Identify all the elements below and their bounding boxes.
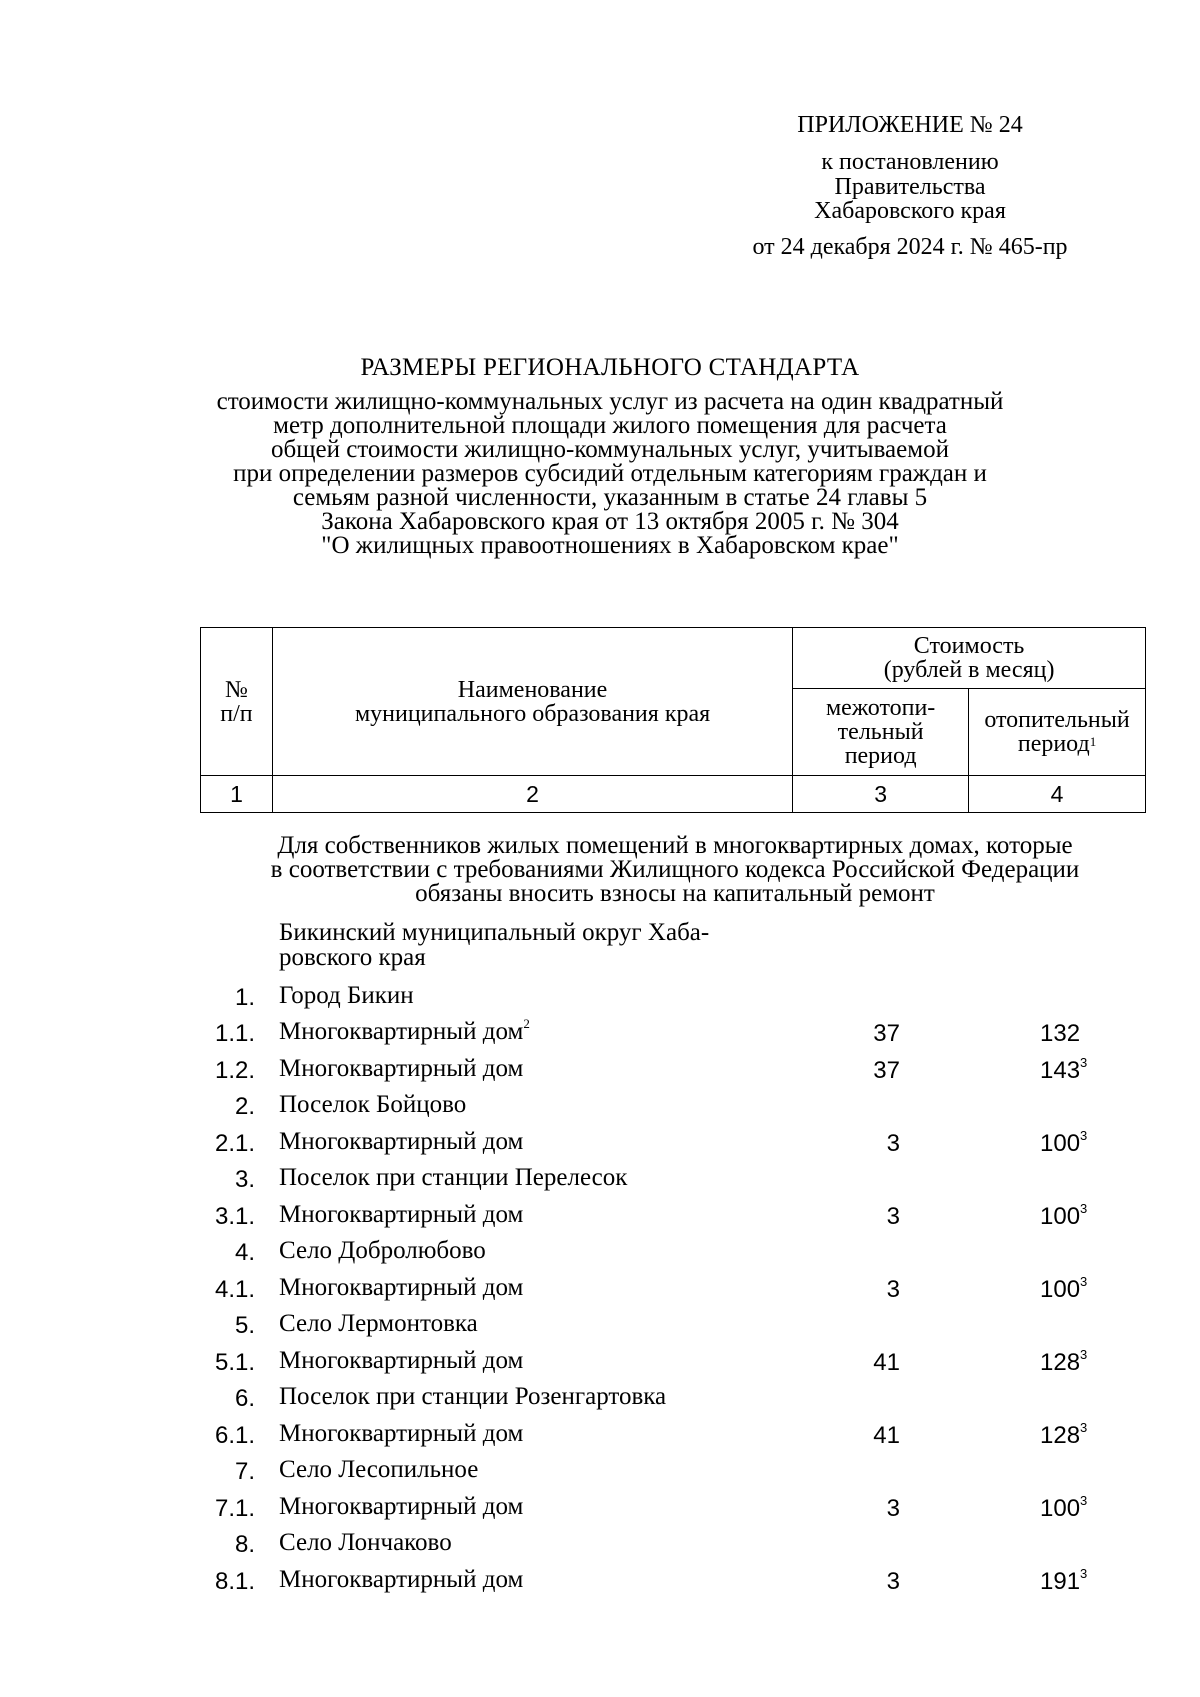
footnote-mark: 3 — [1080, 1420, 1088, 1435]
subtitle-line: стоимости жилищно-коммунальных услуг из расчета на один квадратный — [216, 388, 1004, 415]
row-name: Село Лермонтовка — [279, 1310, 478, 1337]
header-col3-line: тельный — [837, 719, 924, 745]
header-col4-line — [969, 732, 1145, 756]
row-number: 2.1. — [214, 1130, 255, 1157]
row-value-offseason: 37 — [873, 1057, 900, 1084]
header-index-cell: 4 — [969, 776, 1146, 813]
municipality-name — [279, 920, 709, 970]
row-name: Поселок при станции Розенгартовка — [279, 1383, 667, 1410]
row-number: 7.1. — [214, 1495, 255, 1522]
subtitle-line: семьям разной численности, указанным в статье 24 главы 5 — [292, 484, 928, 511]
header-cell-cost — [793, 628, 1146, 689]
row-number: 3. — [234, 1166, 255, 1193]
table-row — [0, 1237, 1200, 1273]
subtitle-line: общей стоимости жилищно-коммунальных услуг, учитываемой — [271, 436, 949, 463]
municipality-name-line: Бикинский муниципальный округ Хаба- — [279, 919, 710, 946]
row-name: Поселок при станции Перелесок — [279, 1164, 628, 1191]
row-number: 1.1. — [214, 1020, 255, 1047]
header-col4-line: отопительный — [984, 707, 1130, 733]
row-number: 1.2. — [214, 1057, 255, 1084]
row-number: 8. — [234, 1531, 255, 1558]
row-value-heating: $143^3$ — [1040, 1055, 1088, 1084]
row-value-heating: $128^3$ — [1040, 1420, 1088, 1449]
row-value-offseason: 3 — [886, 1276, 900, 1303]
row-number: 6.1. — [214, 1422, 255, 1449]
row-value-offseason: 3 — [886, 1568, 900, 1595]
table-row — [0, 1383, 1200, 1419]
row-number: 6. — [234, 1385, 255, 1412]
row-name: Многоквартирный дом$^2$ — [279, 1016, 530, 1045]
table-row — [0, 1566, 1200, 1602]
subtitle-line: при определении размеров субсидий отдельным категориям граждан и — [233, 460, 987, 487]
table-row — [0, 1347, 1200, 1383]
row-name: Город Бикин — [279, 982, 414, 1009]
table-row — [0, 1164, 1200, 1200]
header-cell-name — [272, 628, 792, 776]
row-name: Многоквартирный дом — [279, 1347, 524, 1374]
appendix-line: к постановлению — [821, 149, 999, 175]
header-col3-line: период — [844, 743, 917, 769]
footnote-mark: 3 — [1080, 1347, 1088, 1362]
header-index-cell: 1 — [201, 776, 273, 813]
row-value-heating: 132 — [1040, 1020, 1081, 1047]
header-index-cell: 3 — [793, 776, 969, 813]
footnote-mark: 3 — [1080, 1566, 1088, 1581]
header-cost-line: Стоимость — [913, 633, 1025, 659]
row-name: Многоквартирный дом — [279, 1274, 524, 1301]
section-note — [180, 834, 1170, 906]
table-row — [0, 1420, 1200, 1456]
row-value-offseason: 37 — [873, 1020, 900, 1047]
table-row — [0, 1018, 1200, 1054]
row-value-offseason: 3 — [886, 1203, 900, 1230]
row-value-heating: $100^3$ — [1040, 1201, 1088, 1230]
row-value-heating: $100^3$ — [1040, 1493, 1088, 1522]
header-cell-num — [201, 628, 273, 776]
header-col4-text: период — [1017, 731, 1090, 757]
row-value-offseason: 41 — [873, 1349, 900, 1376]
row-number: 2. — [234, 1093, 255, 1120]
footnote-mark: 3 — [1080, 1493, 1088, 1508]
footnote-mark: 2 — [523, 1016, 530, 1031]
section-note-line: в соответствии с требованиями Жилищного кодекса Российской Федерации — [270, 856, 1080, 883]
row-number: 8.1. — [214, 1568, 255, 1595]
footnote-mark: 1 — [1089, 734, 1097, 749]
row-number: 5.1. — [214, 1349, 255, 1376]
header-index-cell: 2 — [272, 776, 792, 813]
table-row — [0, 1274, 1200, 1310]
row-value-heating: $191^3$ — [1040, 1566, 1088, 1595]
row-number: 4.1. — [214, 1276, 255, 1303]
table-row — [0, 1055, 1200, 1091]
table-row — [0, 1310, 1200, 1346]
table-row — [0, 1128, 1200, 1164]
header-num-label: № п/п — [220, 676, 253, 727]
subtitle-line: "О жилищных правоотношениях в Хабаровском крае" — [321, 532, 899, 559]
header-cell-col3 — [793, 689, 969, 776]
table-header — [200, 627, 1146, 813]
header-name-line: муниципального образования края — [354, 700, 711, 727]
row-number: 3.1. — [214, 1203, 255, 1230]
municipality-name-line: ровского края — [279, 944, 426, 971]
section-note-line: обязаны вносить взносы на капитальный ремонт — [415, 880, 935, 907]
row-number: 4. — [234, 1239, 255, 1266]
table-row — [0, 982, 1200, 1018]
footnote-mark: 3 — [1080, 1128, 1088, 1143]
table-row — [0, 1201, 1200, 1237]
row-name: Многоквартирный дом — [279, 1201, 524, 1228]
subtitle-line: метр дополнительной площади жилого помещения для расчета — [273, 412, 947, 439]
appendix-date-line: от 24 декабря 2024 г. № 465-пр — [752, 234, 1068, 260]
row-name: Многоквартирный дом — [279, 1566, 524, 1593]
row-number: 1. — [234, 984, 255, 1011]
row-value-heating: $100^3$ — [1040, 1128, 1088, 1157]
header-cost-line: (рублей в месяц) — [883, 657, 1055, 683]
row-name: Поселок Бойцово — [279, 1091, 467, 1118]
row-value-offseason: 3 — [886, 1130, 900, 1157]
row-number: 5. — [234, 1312, 255, 1339]
row-name: Село Лончаково — [279, 1529, 452, 1556]
subtitle-line: Закона Хабаровского края от 13 октября 2005 г. № 304 — [321, 508, 899, 535]
table-row — [0, 1456, 1200, 1492]
footnote-mark: 3 — [1080, 1274, 1088, 1289]
section-note-line: Для собственников жилых помещений в многоквартирных домах, которые — [277, 832, 1073, 859]
row-name: Многоквартирный дом — [279, 1493, 524, 1520]
footnote-mark: 3 — [1080, 1201, 1088, 1216]
row-value-heating: $100^3$ — [1040, 1274, 1088, 1303]
row-number: 7. — [234, 1458, 255, 1485]
row-value-offseason: 41 — [873, 1422, 900, 1449]
table-row — [0, 1493, 1200, 1529]
row-value-heating: $128^3$ — [1040, 1347, 1088, 1376]
header-cell-col4 — [969, 689, 1146, 776]
document-title: РАЗМЕРЫ РЕГИОНАЛЬНОГО СТАНДАРТА — [360, 354, 860, 381]
header-name-line: Наименование — [457, 676, 608, 703]
row-name: Многоквартирный дом — [279, 1128, 524, 1155]
table-row — [0, 1529, 1200, 1565]
footnote-mark: 3 — [1080, 1055, 1088, 1070]
row-value-offseason: 3 — [886, 1495, 900, 1522]
appendix-line: Правительства — [834, 174, 986, 200]
header-col3-line: межотопи- — [825, 695, 936, 721]
row-name: Многоквартирный дом — [279, 1420, 524, 1447]
table-row — [0, 1091, 1200, 1127]
appendix-line: Хабаровского края — [814, 198, 1006, 224]
row-name: Многоквартирный дом — [279, 1055, 524, 1082]
appendix-title: ПРИЛОЖЕНИЕ № 24 — [797, 112, 1023, 138]
row-name: Село Лесопильное — [279, 1456, 479, 1483]
row-name: Село Добролюбово — [279, 1237, 486, 1264]
